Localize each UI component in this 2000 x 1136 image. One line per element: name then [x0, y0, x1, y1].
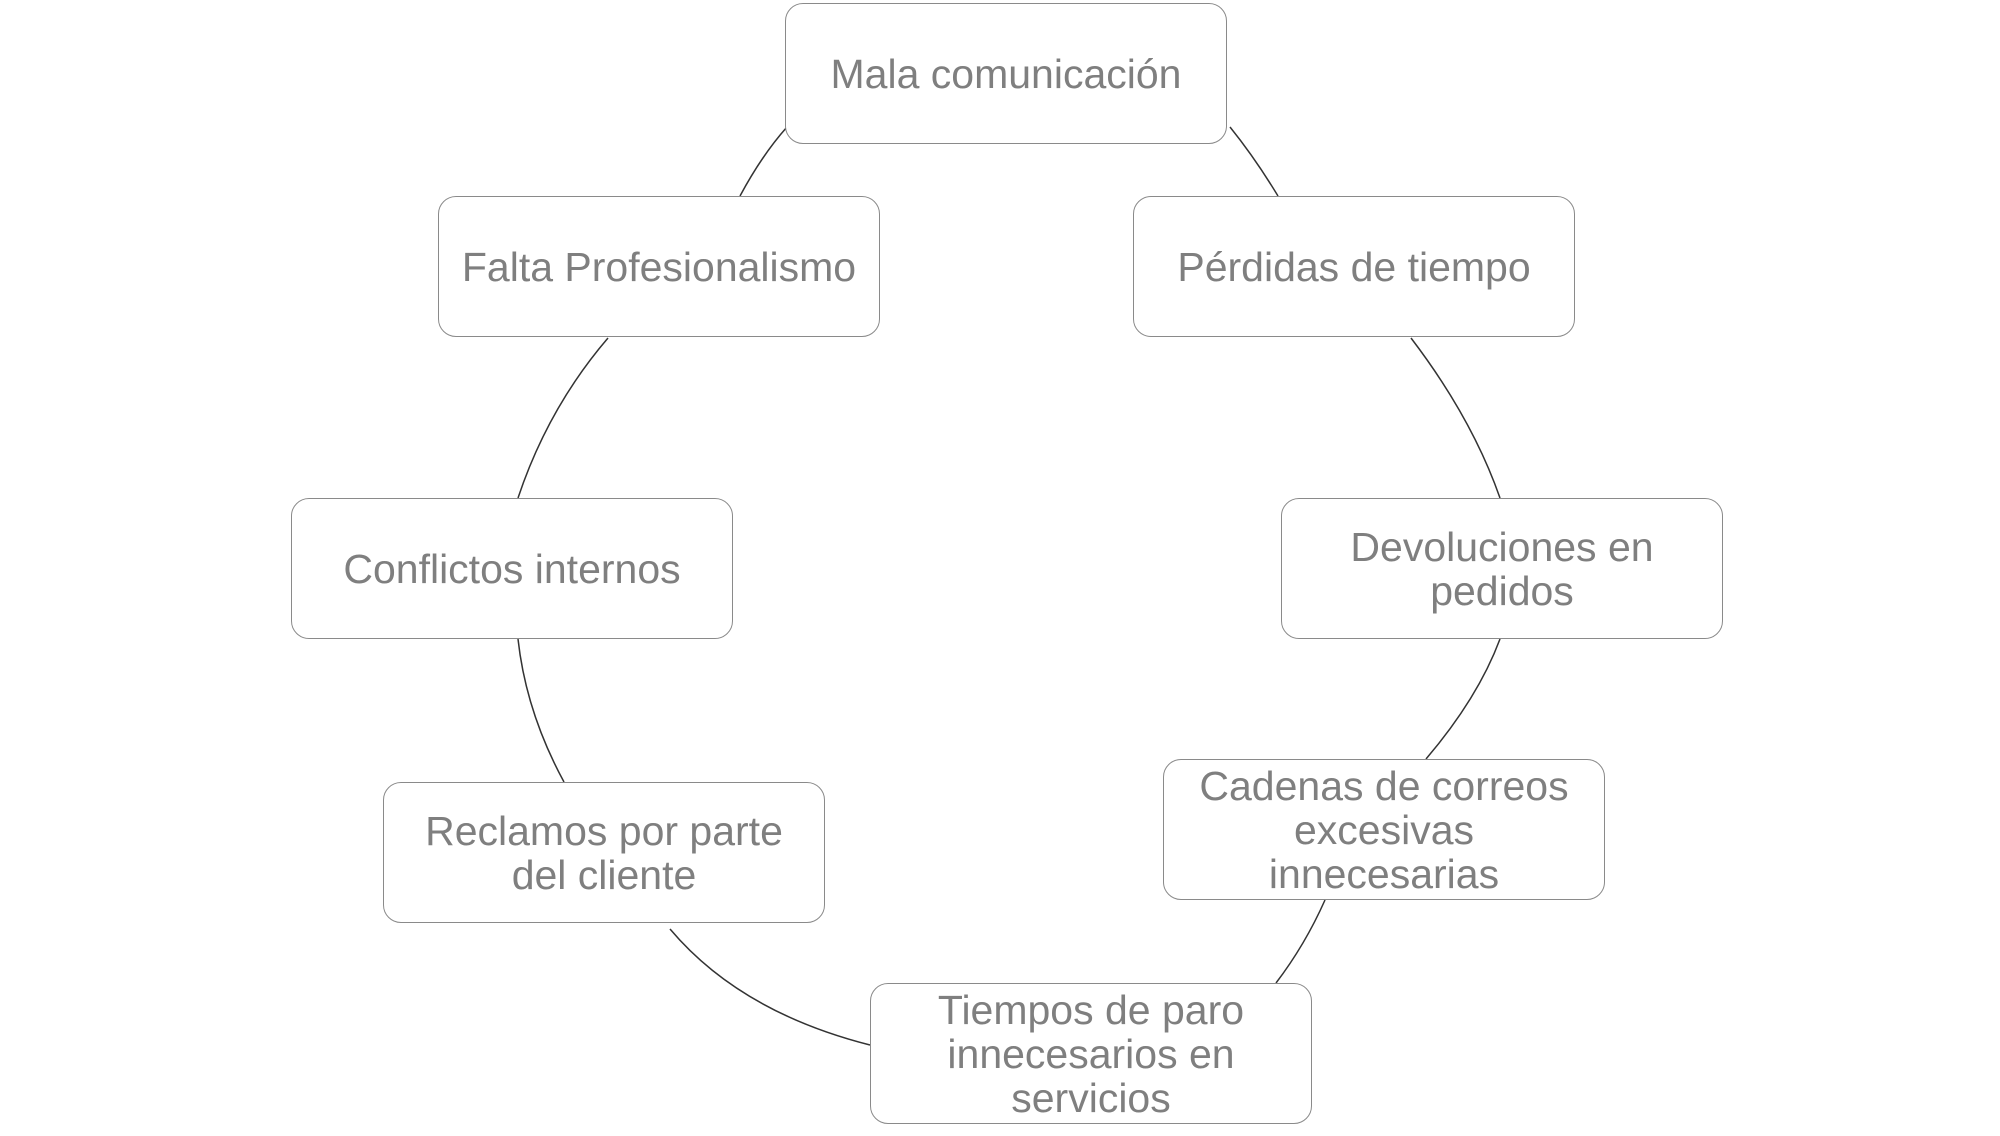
node-label: Devoluciones en pedidos [1350, 523, 1654, 614]
node-label: Mala comunicación [830, 50, 1182, 97]
connector-3-4 [1426, 639, 1500, 759]
cycle-node-mala-comunicacion [785, 3, 1227, 144]
connector-1-2 [1230, 127, 1278, 196]
cycle-node-reclamos-del-cliente [383, 782, 825, 923]
cycle-node-devoluciones-en-pedidos [1281, 498, 1723, 639]
node-label: Pérdidas de tiempo [1177, 243, 1531, 290]
cycle-node-cadenas-de-correos [1163, 759, 1605, 900]
node-label: Reclamos por parte del cliente [425, 807, 783, 898]
connector-5-6 [670, 929, 870, 1045]
node-label: Tiempos de paro innecesarios en servicios [937, 986, 1245, 1121]
connector-4-5 [1276, 900, 1325, 983]
cycle-node-conflictos-internos [291, 498, 733, 639]
node-label: Falta Profesionalismo [461, 243, 857, 290]
node-label: Conflictos internos [343, 545, 681, 592]
connector-8-1 [740, 127, 787, 196]
cycle-node-perdidas-de-tiempo [1133, 196, 1575, 337]
connector-6-7 [518, 639, 564, 782]
node-label: Cadenas de correos excesivas innecesarias [1199, 762, 1569, 897]
connector-7-8 [518, 338, 608, 498]
cycle-node-tiempos-de-paro [870, 983, 1312, 1124]
cycle-node-falta-profesionalismo [438, 196, 880, 337]
connector-2-3 [1411, 338, 1500, 498]
